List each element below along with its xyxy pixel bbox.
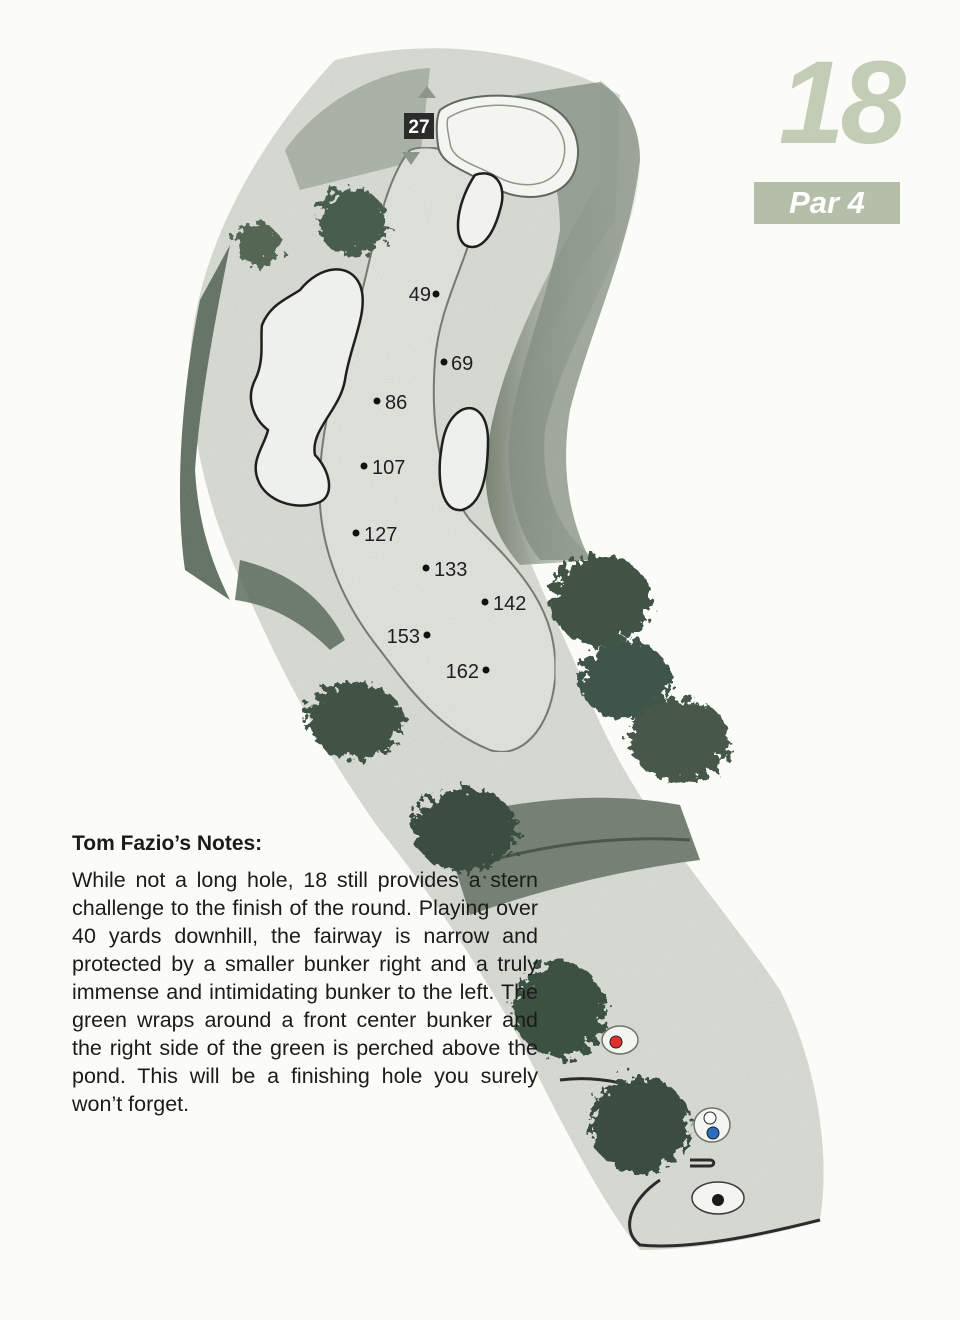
yardage-label: 49 (408, 284, 431, 306)
black-tee-marker (712, 1194, 724, 1206)
yardage-label: 127 (364, 524, 398, 546)
yardage-label: 107 (372, 457, 406, 479)
yardage-dot (424, 632, 431, 639)
par-badge: Par 4 (754, 182, 900, 224)
tree (318, 188, 386, 256)
notes-title: Tom Fazio’s Notes: (72, 832, 263, 855)
blue-tee-marker (707, 1127, 719, 1139)
yardage-dot (482, 599, 489, 606)
yardage-dot (374, 398, 381, 405)
yardage-label: 86 (385, 392, 408, 414)
elevation-badge-text: 27 (408, 117, 430, 138)
yardage-label: 162 (445, 661, 479, 683)
tree (236, 223, 280, 267)
yardage-label: 69 (451, 353, 474, 375)
yardage-dot (483, 667, 490, 674)
tree (307, 682, 403, 758)
yardage-dot (433, 291, 440, 298)
yardage-dot (423, 565, 430, 572)
tree (550, 555, 650, 645)
yardage-label: 153 (386, 626, 420, 648)
yardage-dot (441, 359, 448, 366)
yardage-dot (361, 463, 368, 470)
notes-section (72, 832, 538, 1118)
yardage-label: 142 (493, 593, 527, 615)
white-tee-marker (704, 1112, 716, 1124)
notes-body: While not a long hole, 18 still provides a stern challenge to the finish of the round. Playing over 40 yards downhill, the fairway is narrow and protected by a smaller bunker right and a truly immense and intimidating bunker to the left. The green wraps around a front center bunker and the right side of the green is perched above the pond. This will be a finishing hole you surely won’t forget. (72, 868, 538, 1116)
yardage-label: 133 (434, 559, 468, 581)
red-tee-marker (610, 1036, 622, 1048)
hole-number: 18 (778, 37, 902, 169)
tree (630, 698, 730, 782)
yardage-dot (353, 530, 360, 537)
tree (590, 1077, 690, 1173)
